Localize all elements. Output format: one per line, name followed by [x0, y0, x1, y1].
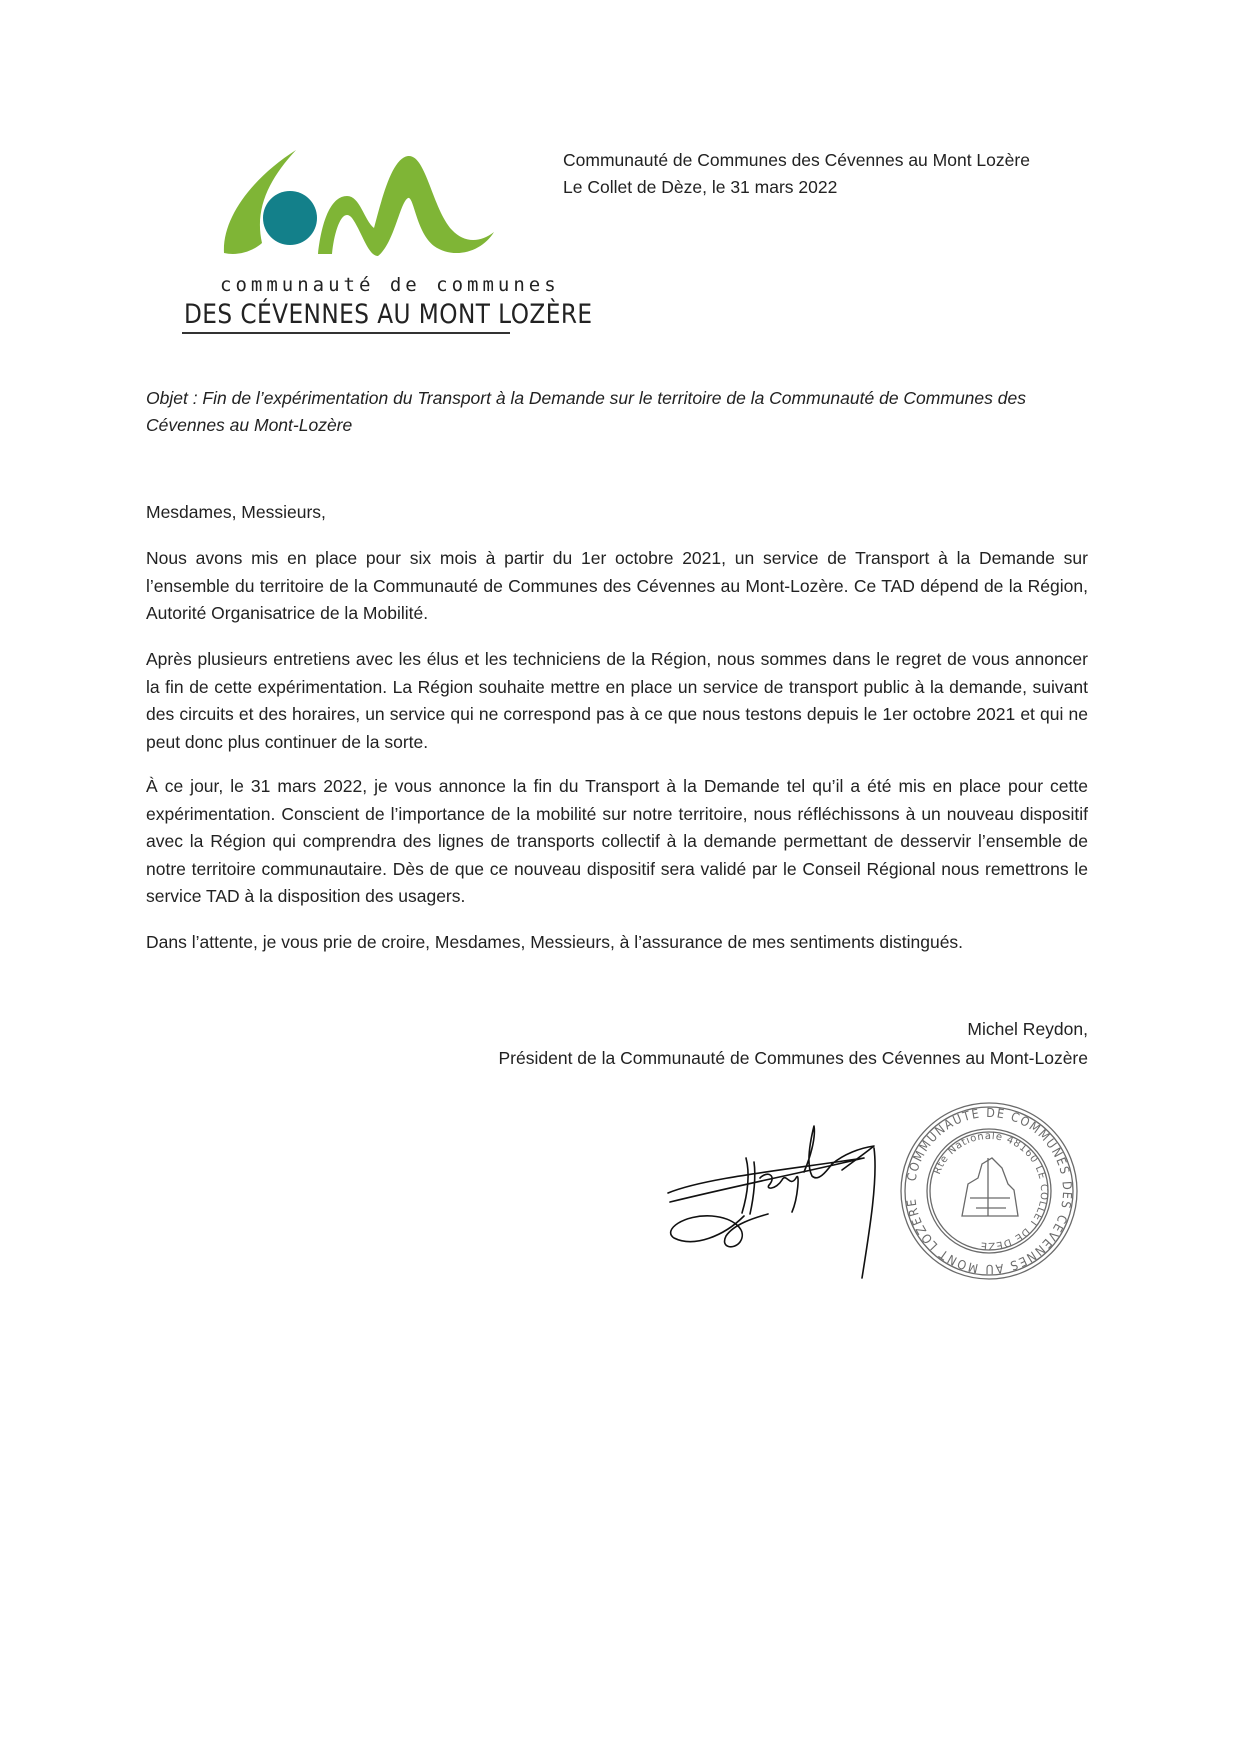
- closing-paragraph: Dans l’attente, je vous prie de croire, Mesdames, Messieurs, à l’assurance de mes sentiments distingués.: [146, 932, 964, 952]
- stamp-inner-text: Rte Nationale 48160 LE COLLET DE DEZE: [932, 1130, 1050, 1252]
- body-paragraph-3: À ce jour, le 31 mars 2022, je vous annonce la fin du Transport à la Demande tel qu’il a été mis en place pour cette expérimentation. Conscient de l’importance de la mobilité sur notre territoire, nous réfléchissons à un nouveau dispositif avec la Région qui comprendra des lignes de transports collectif à la demande permettant de desservir l’ensemble de notre territoire communautaire. Dès de que ce nouveau dispositif sera validé par le Conseil Régional nous remettrons le service TAD à la disposition des usagers.: [146, 776, 1088, 906]
- place-and-date: Le Collet de Dèze, le 31 mars 2022: [563, 177, 838, 197]
- body-paragraph-2: Après plusieurs entretiens avec les élus et les techniciens de la Région, nous sommes dans le regret de vous annoncer la fin de cette expérimentation. La Région souhaite mettre en place un service de transport public à la demande, suivant des circuits et des horaires, un service qui ne correspond pas à ce que nous testons depuis le 1er octobre 2021 et qui ne peut donc plus continuer de la sorte.: [146, 649, 1088, 752]
- official-stamp: [896, 1098, 1082, 1284]
- logo-line-2: DES CÉVENNES AU MONT LOZÈRE: [184, 299, 593, 330]
- organization-logo: [182, 148, 593, 338]
- handwritten-signature: [664, 1118, 904, 1288]
- logo-underline: [182, 332, 510, 334]
- letter-header: [563, 147, 1030, 201]
- signatory-name: Michel Reydon,: [967, 1019, 1088, 1039]
- subject-line: Objet : Fin de l’expérimentation du Transport à la Demande sur le territoire de la Communauté de Communes des Cévennes au Mont-Lozère: [146, 388, 1026, 435]
- logo-graphic: [182, 148, 522, 278]
- sender-organization: Communauté de Communes des Cévennes au Mont Lozère: [563, 150, 1030, 170]
- signatory-title: Président de la Communauté de Communes des Cévennes au Mont-Lozère: [498, 1048, 1088, 1068]
- stamp-outer-text: COMMUNAUTE DE COMMUNES DES CEVENNES AU MONT LOZERE: [903, 1104, 1076, 1278]
- greeting: Mesdames, Messieurs,: [146, 502, 326, 522]
- logo-line-1: communauté de communes: [220, 274, 560, 296]
- body-paragraph-1: Nous avons mis en place pour six mois à partir du 1er octobre 2021, un service de Transport à la Demande sur l’ensemble du territoire de la Communauté de Communes des Cévennes au Mont-Lozère. Ce TAD dépend de la Région, Autorité Organisatrice de la Mobilité.: [146, 548, 1088, 623]
